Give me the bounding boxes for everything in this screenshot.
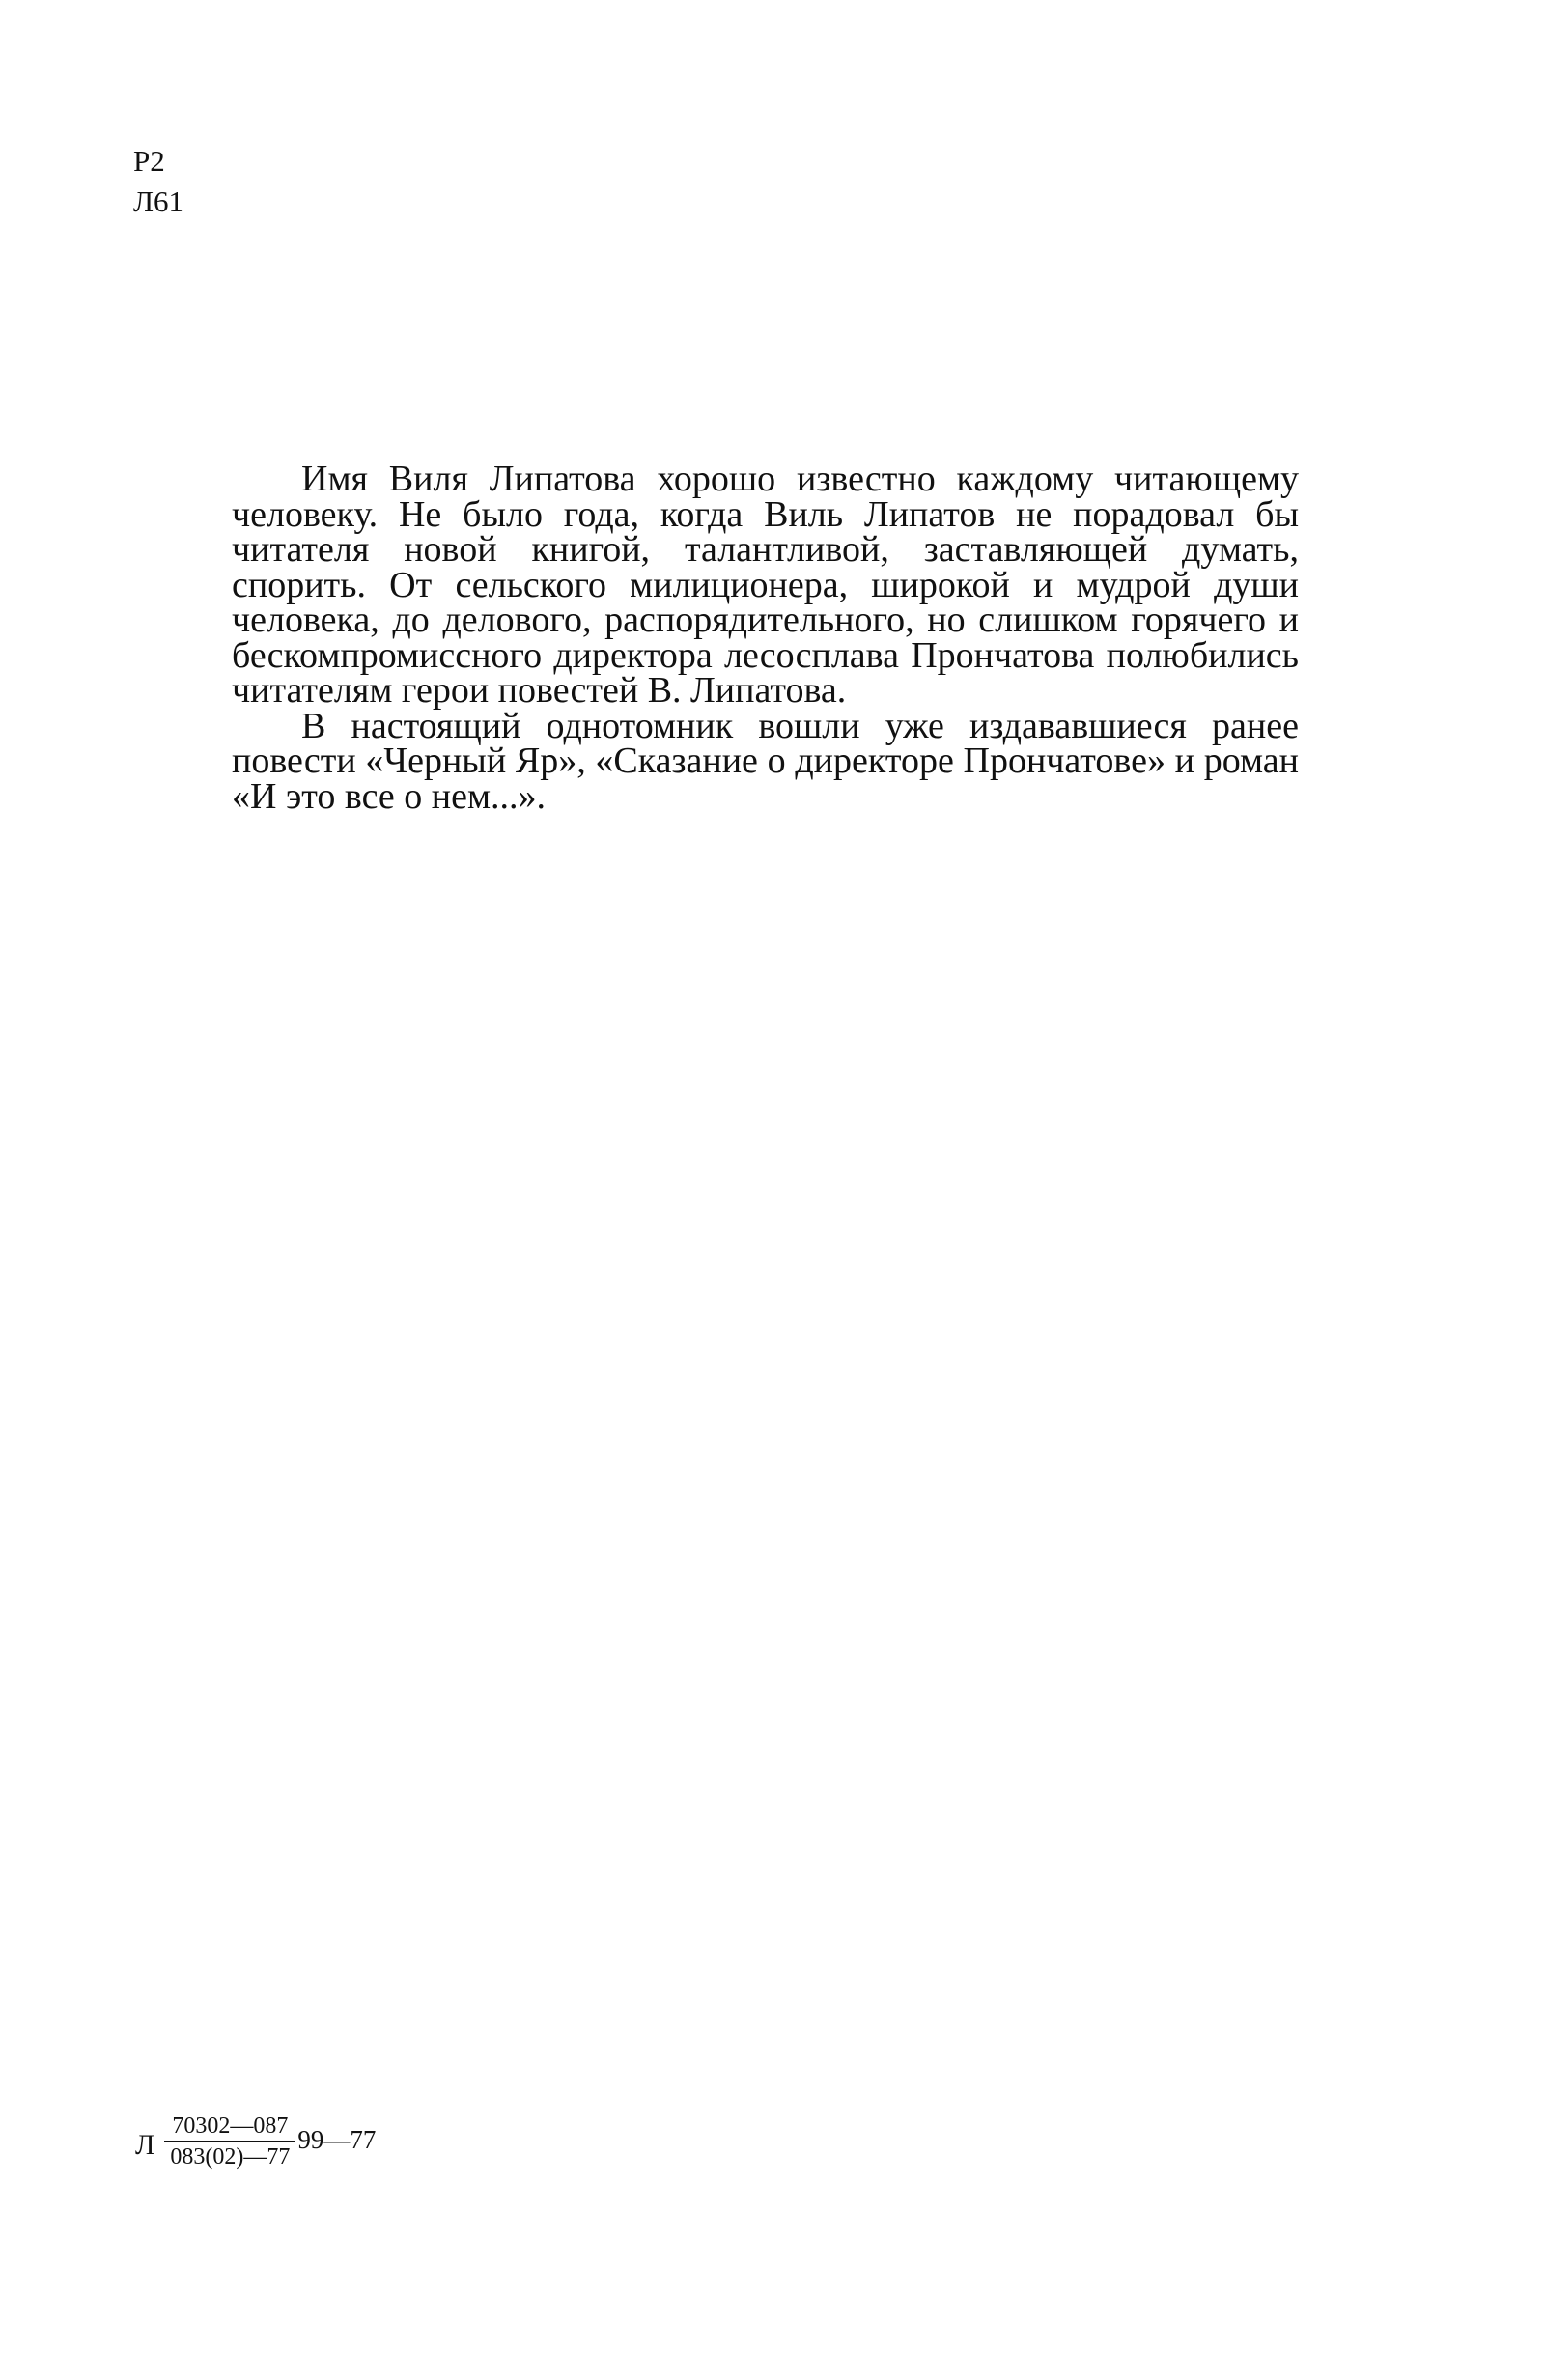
imprint-suffix: 99—77	[297, 2124, 377, 2154]
annotation-paragraph-2: В настоящий однотомник вошли уже издававшиеся ранее повести «Черный Яр», «Сказание о директоре Прончатове» и роман «И это все о нем...».	[232, 705, 1299, 817]
library-classification	[133, 141, 183, 222]
annotation-paragraph-1: Имя Виля Липатова хорошо известно каждому читающему человеку. Не было года, когда Виль Липатов не порадовал бы читателя новой книгой, талантливой, заставляющей думать, спорить. От сельского милиционера, широкой и мудрой души человека, до делового, распорядительного, но слишком горячего и бескомпромиссного директора лесосплава Прончатова полюбились читателям герои повестей В. Липатова.	[232, 459, 1299, 711]
imprint-denominator: 083(02)—77	[164, 2141, 295, 2171]
imprint-prefix: Л	[135, 2129, 155, 2161]
classification-code-author: Л61	[133, 184, 184, 218]
classification-code-primary: Р2	[133, 144, 165, 178]
imprint-numerator: 70302—087	[172, 2114, 289, 2139]
imprint-fraction	[164, 2112, 295, 2171]
publication-imprint-code	[135, 2103, 376, 2180]
book-annotation	[232, 459, 1299, 817]
